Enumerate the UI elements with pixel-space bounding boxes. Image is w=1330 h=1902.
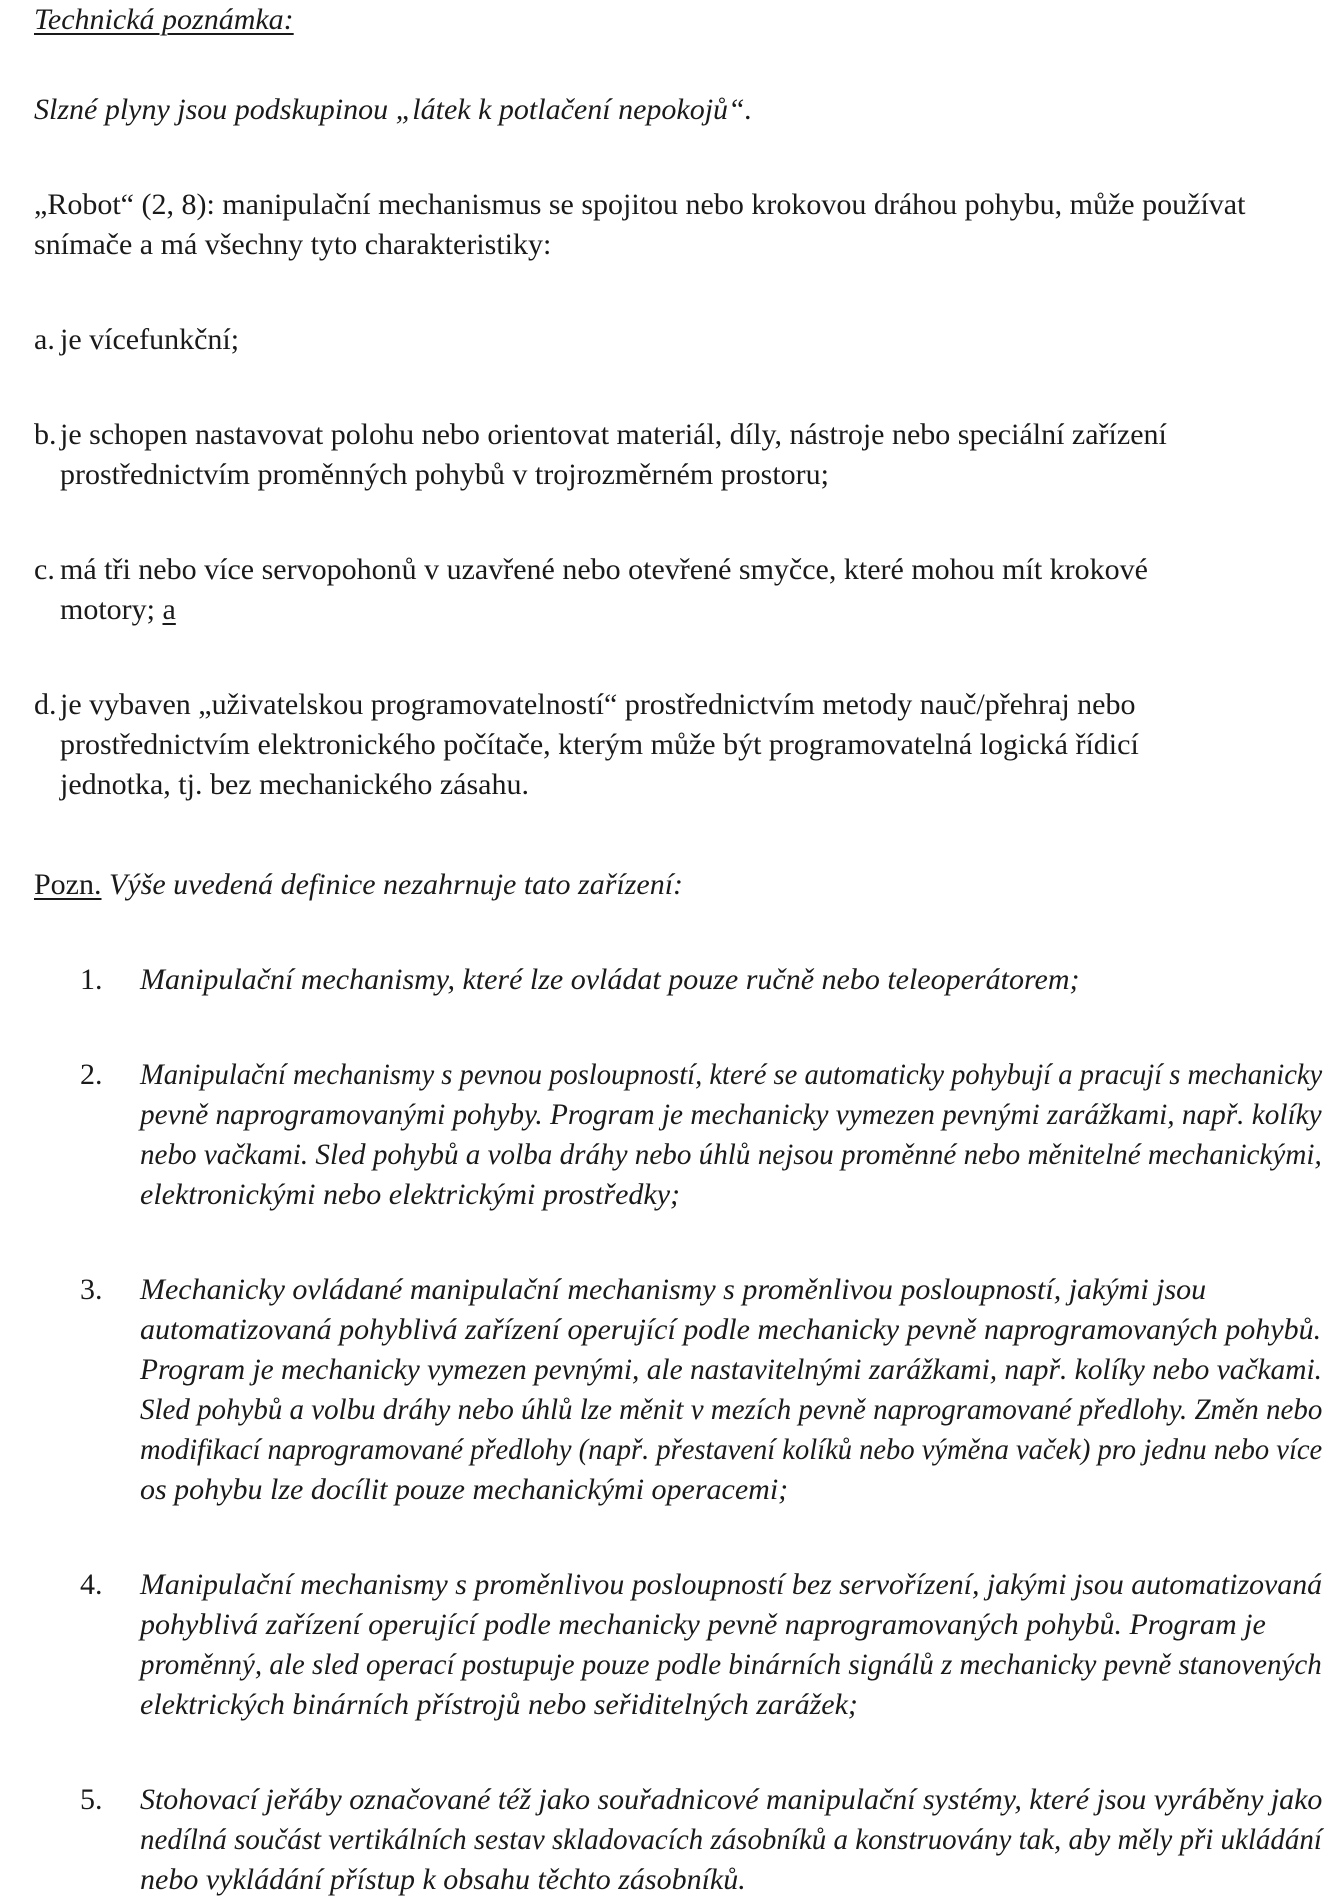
note-text: Výše uvedená definice nezahrnuje tato zařízení: xyxy=(109,868,684,901)
item-d-marker: d. xyxy=(34,688,57,721)
item-c-line-2-text: motory; xyxy=(60,593,163,626)
exclusion-2-line-4: elektronickými nebo elektrickými prostředky; xyxy=(140,1178,681,1211)
robot-definition-line-2: snímače a má všechny tyto charakteristiky: xyxy=(34,228,552,261)
exclusion-2-line-2: pevně naprogramovanými pohyby. Program je mechanicky vymezen pevnými zarážkami, např. kolíky xyxy=(140,1098,1322,1131)
exclusion-5-line-2: nedílná součást vertikálních sestav skladovacích zásobníků a konstruovány tak, aby měly při ukládání xyxy=(140,1823,1322,1856)
item-c-line-2 xyxy=(60,590,176,630)
item-d-line-3: jednotka, tj. bez mechanického zásahu. xyxy=(60,768,529,801)
robot-definition-line-1: „Robot“ (2, 8): manipulační mechanismus se spojitou nebo krokovou dráhou pohybu, může používat xyxy=(34,188,1246,221)
item-a-marker: a. xyxy=(34,323,55,356)
exclusion-2-line-1: Manipulační mechanismy s pevnou posloupností, které se automaticky pohybují a pracují s mechanicky xyxy=(140,1058,1323,1091)
exclusion-4-line-3: proměnný, ale sled operací postupuje pouze podle binárních signálů z mechanicky pevně stanovených xyxy=(140,1648,1322,1681)
item-c-tail: a xyxy=(162,593,176,626)
exclusion-5-line-3: nebo vykládání přístup k obsahu těchto zásobníků. xyxy=(140,1863,746,1896)
exclusion-3-line-4: Sled pohybů a volbu dráhy nebo úhlů lze měnit v mezích pevně naprogramované předlohy. Změn nebo xyxy=(140,1393,1323,1426)
intro-line: Slzné plyny jsou podskupinou „látek k potlačení nepokojů“. xyxy=(34,93,753,126)
exclusion-5-line-1: Stohovací jeřáby označované též jako souřadnicové manipulační systémy, které jsou vyráběny jako xyxy=(140,1783,1323,1816)
exclusion-3-line-5: modifikací naprogramované předlohy (např. přestavení kolíků nebo výměna vaček) pro jednu nebo více xyxy=(140,1433,1323,1466)
note-line xyxy=(34,865,683,905)
item-c-marker: c. xyxy=(34,553,55,586)
exclusion-4-marker: 4. xyxy=(80,1568,103,1601)
item-a-line-1: je vícefunkční; xyxy=(60,323,240,356)
item-d-line-1: je vybaven „uživatelskou programovatelností“ prostřednictvím metody nauč/přehraj nebo xyxy=(60,688,1136,721)
exclusion-4-line-2: pohyblivá zařízení operující podle mechanicky pevně naprogramovaných pohybů. Program je xyxy=(140,1608,1266,1641)
exclusion-3-line-3: Program je mechanicky vymezen pevnými, ale nastavitelnými zarážkami, např. kolíky nebo vačkami. xyxy=(140,1353,1323,1386)
exclusion-1-marker: 1. xyxy=(80,963,103,996)
note-label: Pozn. xyxy=(34,868,102,901)
exclusion-3-marker: 3. xyxy=(80,1273,103,1306)
item-c-line-1: má tři nebo více servopohonů v uzavřené nebo otevřené smyčce, které mohou mít krokové xyxy=(60,553,1148,586)
heading: Technická poznámka: xyxy=(34,3,294,36)
exclusion-4-line-4: elektrických binárních přístrojů nebo seřiditelných zarážek; xyxy=(140,1688,858,1721)
exclusion-4-line-1: Manipulační mechanismy s proměnlivou posloupností bez servořízení, jakými jsou automatizovaná xyxy=(140,1568,1323,1601)
exclusion-3-line-1: Mechanicky ovládané manipulační mechanismy s proměnlivou posloupností, jakými jsou xyxy=(140,1273,1207,1306)
exclusion-2-marker: 2. xyxy=(80,1058,103,1091)
exclusion-5-marker: 5. xyxy=(80,1783,103,1816)
item-b-marker: b. xyxy=(34,418,57,451)
exclusion-2-line-3: nebo vačkami. Sled pohybů a volba dráhy nebo úhlů nejsou proměnné nebo měnitelné mechanickými, xyxy=(140,1138,1322,1171)
item-d-line-2: prostřednictvím elektronického počítače, kterým může být programovatelná logická řídicí xyxy=(60,728,1139,761)
item-b-line-2: prostřednictvím proměnných pohybů v trojrozměrném prostoru; xyxy=(60,458,829,491)
exclusion-1-line-1: Manipulační mechanismy, které lze ovládat pouze ručně nebo teleoperátorem; xyxy=(140,963,1080,996)
item-b-line-1: je schopen nastavovat polohu nebo orientovat materiál, díly, nástroje nebo speciální zařízení xyxy=(60,418,1167,451)
exclusion-3-line-6: os pohybu lze docílit pouze mechanickými operacemi; xyxy=(140,1473,789,1506)
exclusion-3-line-2: automatizovaná pohyblivá zařízení operující podle mechanicky pevně naprogramovaných pohybů. xyxy=(140,1313,1322,1346)
